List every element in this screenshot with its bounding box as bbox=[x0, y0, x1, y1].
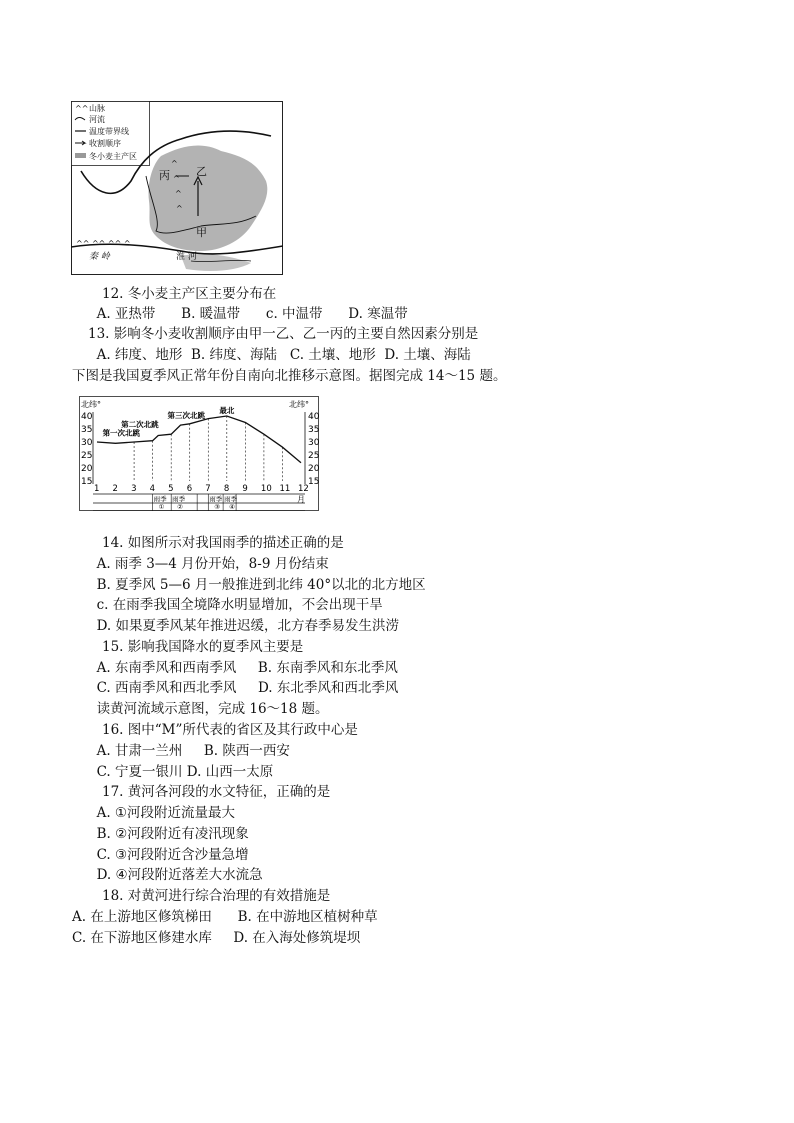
q18-options-row2: C. 在下游地区修建水库 D. 在入海处修筑堤坝 bbox=[72, 930, 361, 946]
q14-option-b: B. 夏季风 5—6 月一般推进到北纬 40°以北的北方地区 bbox=[88, 577, 426, 593]
rain-season-number: ① bbox=[158, 503, 165, 511]
q15-options-row1: A. 东南季风和西南季风 B. 东南季风和东北季风 bbox=[88, 660, 398, 676]
annotation-1: 第一次北跳 bbox=[102, 428, 141, 438]
month-unit: 月 bbox=[297, 495, 305, 504]
label-jia: 甲 bbox=[196, 226, 207, 239]
q12-options: A. 亚热带 B. 暖温带 c. 中温带 D. 寒温带 bbox=[88, 306, 408, 322]
label-huaihe: 淮 河 bbox=[176, 252, 197, 262]
legend-area-icon bbox=[75, 153, 86, 158]
rain-season-label: 雨季 bbox=[224, 495, 238, 503]
q15-options-row2: C. 西南季风和西北季风 D. 东北季风和西北季风 bbox=[88, 680, 399, 696]
q12-stem: 12. 冬小麦主产区主要分布在 bbox=[102, 286, 277, 302]
label-yi: 乙 bbox=[196, 165, 207, 178]
q17-option-a: A. ①河段附近流量最大 bbox=[88, 805, 236, 821]
q15-stem: 15. 影响我国降水的夏季风主要是 bbox=[102, 639, 304, 655]
svg-text:^: ^ bbox=[175, 189, 182, 198]
ytick-left: 35 bbox=[81, 425, 93, 435]
annotation-2: 第二次北跳 bbox=[121, 419, 159, 429]
q17-option-d: D. ④河段附近落差大水流急 bbox=[88, 867, 263, 883]
annotation-3: 第三次北跳 bbox=[167, 411, 205, 421]
ytick-right: 35 bbox=[308, 425, 319, 435]
ytick-right: 15 bbox=[308, 477, 319, 487]
ytick-right: 40 bbox=[308, 412, 319, 422]
q16-stem: 16. 图中“M”所代表的省区及其行政中心是 bbox=[102, 722, 358, 738]
ytick-left: 15 bbox=[81, 477, 93, 487]
rain-season-label: 雨季 bbox=[172, 495, 186, 503]
q14-option-d: D. 如果夏季风某年推进迟缓，北方春季易发生洪涝 bbox=[88, 618, 400, 634]
month-tick: 12 bbox=[298, 484, 309, 494]
legend-mountain: 山脉 bbox=[89, 104, 105, 113]
rain-season-number: ② bbox=[177, 503, 184, 511]
ytick-right: 25 bbox=[308, 451, 319, 461]
month-tick: 4 bbox=[149, 484, 156, 494]
svg-text:^: ^ bbox=[176, 204, 183, 213]
month-tick: 6 bbox=[186, 484, 193, 494]
label-bing: 丙 bbox=[159, 169, 170, 182]
ytick-left: 30 bbox=[81, 438, 93, 448]
month-tick: 1 bbox=[94, 484, 100, 494]
month-tick: 2 bbox=[112, 484, 118, 494]
ylabel-right: 北纬° bbox=[289, 400, 309, 409]
ytick-left: 20 bbox=[81, 464, 93, 474]
month-tick: 7 bbox=[205, 484, 211, 494]
ytick-left: 40 bbox=[81, 412, 93, 422]
rain-season-label: 雨季 bbox=[209, 495, 223, 503]
q16-options-row2: C. 宁夏一银川 D. 山西一太原 bbox=[88, 764, 274, 780]
q18-stem: 18. 对黄河进行综合治理的有效措施是 bbox=[102, 888, 331, 904]
q13-options: A. 纬度、地形 B. 纬度、海陆 C. 土壤、地形 D. 土壤、海陆 bbox=[88, 347, 471, 363]
legend-river: 河流 bbox=[89, 115, 105, 124]
svg-text:^: ^ bbox=[171, 159, 178, 168]
q17-stem: 17. 黄河各河段的水文特征，正确的是 bbox=[102, 784, 331, 800]
month-tick: 10 bbox=[260, 484, 272, 494]
monsoon-chart bbox=[79, 396, 319, 511]
q18-options-row1: A. 在上游地区修筑梯田 B. 在中游地区植树种草 bbox=[72, 909, 378, 925]
rain-season-label: 雨季 bbox=[153, 495, 167, 503]
intro-14-15: 下图是我国夏季风正常年份自南向北推移示意图。据图完成 14～15 题。 bbox=[72, 368, 507, 384]
ytick-right: 30 bbox=[308, 438, 319, 448]
winter-wheat-map bbox=[71, 101, 283, 275]
q17-option-c: C. ③河段附近含沙量急增 bbox=[88, 847, 249, 863]
legend-temp-line: 温度带界线 bbox=[89, 127, 129, 136]
legend-harvest-order: 收割顺序 bbox=[89, 139, 121, 148]
month-tick: 5 bbox=[168, 484, 174, 494]
ylabel-left: 北纬° bbox=[81, 400, 101, 409]
q13-stem: 13. 影响冬小麦收割顺序由甲一乙、乙一丙的主要自然因素分别是 bbox=[88, 326, 479, 342]
rain-season-number: ④ bbox=[229, 503, 235, 511]
svg-text:^^ ^^ ^^ ^: ^^ ^^ ^^ ^ bbox=[76, 239, 131, 248]
ytick-left: 25 bbox=[81, 451, 93, 461]
month-tick: 9 bbox=[242, 484, 248, 494]
month-tick: 11 bbox=[279, 484, 291, 494]
q16-options-row1: A. 甘肃一兰州 B. 陕西一西安 bbox=[88, 743, 290, 759]
q17-option-b: B. ②河段附近有凌汛现象 bbox=[88, 826, 249, 842]
q14-option-c: c. 在雨季我国全境降水明显增加，不会出现干旱 bbox=[88, 597, 383, 613]
annotation-4: 最北 bbox=[219, 405, 235, 415]
intro-16-18: 读黄河流域示意图，完成 16～18 题。 bbox=[88, 701, 329, 717]
svg-text:^: ^ bbox=[173, 174, 180, 183]
legend-mountain-icon: ^^ bbox=[75, 104, 89, 113]
month-tick: 3 bbox=[131, 484, 137, 494]
q14-option-a: A. 雨季 3—4 月份开始，8-9 月份结束 bbox=[88, 556, 329, 572]
legend-wheat-area: 冬小麦主产区 bbox=[89, 152, 137, 161]
month-tick: 8 bbox=[223, 484, 230, 494]
q14-stem: 14. 如图所示对我国雨季的描述正确的是 bbox=[102, 535, 344, 551]
ytick-right: 20 bbox=[308, 464, 319, 474]
rain-season-number: ③ bbox=[214, 503, 221, 511]
label-qinling: 秦 岭 bbox=[89, 252, 110, 262]
